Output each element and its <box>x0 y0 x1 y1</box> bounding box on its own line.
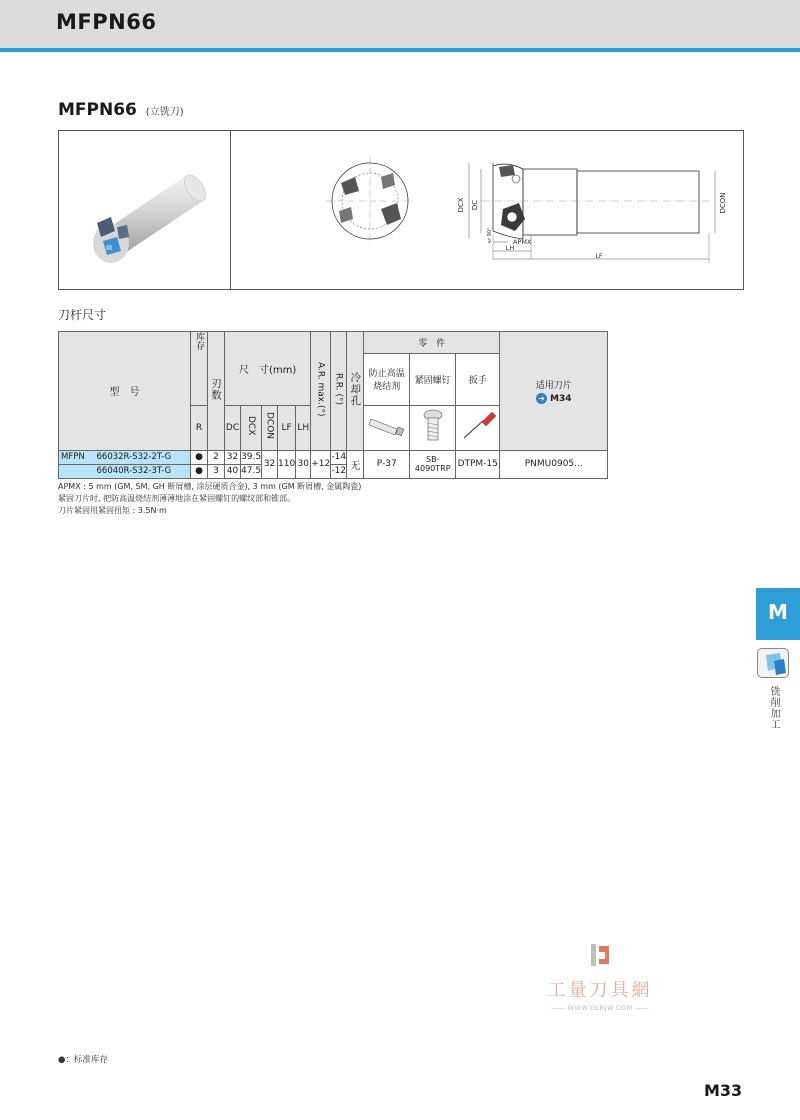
label-dcon: DCON <box>719 192 727 214</box>
header-accent-line <box>0 48 800 52</box>
dcx-value: 47.5 <box>241 466 262 476</box>
chapter-label: 铣削加工 <box>768 686 779 730</box>
note-antiseize: 紧固刀片时, 把防高温烧结剂薄薄地涂在紧固螺钉的螺纹部和锥部。 <box>58 494 296 503</box>
page-number: M33 <box>704 1081 743 1100</box>
header-dcx: DCX <box>241 405 262 450</box>
screw-value: SB-4090TRP <box>410 450 456 478</box>
section-subtitle: (立铣刀) <box>145 107 184 118</box>
watermark-url: —— WWW.GLRJW.COM —— <box>550 1004 650 1012</box>
note-apmx: APMX : 5 mm (GM, SM, GH 断屑槽, 涂层硬质合金), 3 mm (GM 断屑槽, 金属陶瓷) <box>58 482 362 491</box>
header-title: MFPN66 <box>56 10 157 34</box>
section-title <box>58 100 184 120</box>
header-antiseize: 防止高温烧结剂 <box>364 353 410 405</box>
header-parts: 零 件 <box>364 332 500 354</box>
table-row <box>59 450 608 464</box>
insert-page-ref[interactable]: M34 <box>549 393 572 404</box>
model-code: 66032R-S32-2T-G <box>95 450 191 464</box>
header-flutes: 刃数 <box>208 332 225 451</box>
section-title-text: MFPN66 <box>58 100 137 120</box>
header-dimensions: 尺 寸(mm) <box>225 332 311 406</box>
label-lh: LH <box>505 244 515 252</box>
watermark <box>530 942 670 1012</box>
chapter-tab[interactable] <box>756 588 800 640</box>
note-torque: 刀片紧固用紧固扭矩 : 3.5N·m <box>58 506 167 515</box>
header-dcon: DCON <box>262 405 278 450</box>
label-lf: LF <box>595 252 603 260</box>
header-insert <box>500 332 608 451</box>
spec-table <box>58 331 608 479</box>
header-screw: 紧固螺钉 <box>410 353 456 405</box>
model-code: 66040R-S32-3T-G <box>95 464 191 478</box>
header-ar: A.R. max.(°) <box>311 332 331 451</box>
header-lf: LF <box>278 405 296 450</box>
header-lh: LH <box>296 405 311 450</box>
chapter-letter: M <box>768 600 788 624</box>
tool-technical-drawing <box>231 131 743 289</box>
watermark-text: 工量刀具網 <box>547 980 653 1001</box>
tool-rendering-image <box>69 145 219 275</box>
header-model: 型 号 <box>59 332 191 451</box>
dc-value: 40 <box>225 464 241 478</box>
header-stock: 库存 <box>191 332 208 354</box>
dc-value: 32 <box>225 450 241 464</box>
watermark-logo-icon <box>587 942 613 968</box>
ar-value: +12 <box>311 450 331 478</box>
rr-value: -12 <box>331 466 347 476</box>
flute-count: 2 <box>208 450 225 464</box>
header-stock-spacer <box>191 353 208 405</box>
rr-value: -14 <box>331 452 347 462</box>
header-insert-label: 适用刀片 <box>535 380 572 391</box>
lf-value: 110 <box>278 450 296 478</box>
header-rr: R.R. (°) <box>331 332 347 451</box>
label-dcx: DCX <box>457 197 465 213</box>
header-coolant: 冷却孔 <box>347 332 364 451</box>
lh-value: 30 <box>296 450 311 478</box>
header-wrench: 扳手 <box>456 353 500 405</box>
table-title: 刀杆尺寸 <box>58 308 107 322</box>
label-apmx: APMX <box>513 238 532 246</box>
wrench-value: DTPM-15 <box>456 450 500 478</box>
header-r: R <box>191 405 208 450</box>
tool-figure <box>58 130 744 290</box>
label-side-angle: κr 90° <box>487 227 493 243</box>
header-dc: DC <box>225 405 241 450</box>
arrow-right-icon: ➜ <box>536 393 547 404</box>
coolant-value: 无 <box>347 450 364 478</box>
table-notes <box>58 481 361 517</box>
antiseize-tube-image <box>364 405 410 450</box>
dcon-value: 32 <box>262 450 278 478</box>
milling-icon <box>757 648 789 678</box>
stock-legend: ●：标准库存 <box>58 1055 108 1065</box>
insert-value: PNMU0905... <box>500 450 608 478</box>
model-prefix: MFPN <box>59 450 95 464</box>
page-header <box>0 0 800 48</box>
flute-count: 3 <box>208 464 225 478</box>
stock-mark: ● <box>191 450 208 464</box>
label-dc: DC <box>471 199 479 211</box>
screw-image <box>410 405 456 450</box>
dcx-value: 39.5 <box>241 452 262 462</box>
wrench-image <box>456 405 500 450</box>
model-prefix <box>59 464 95 478</box>
stock-mark: ● <box>191 464 208 478</box>
antiseize-value: P-37 <box>364 450 410 478</box>
